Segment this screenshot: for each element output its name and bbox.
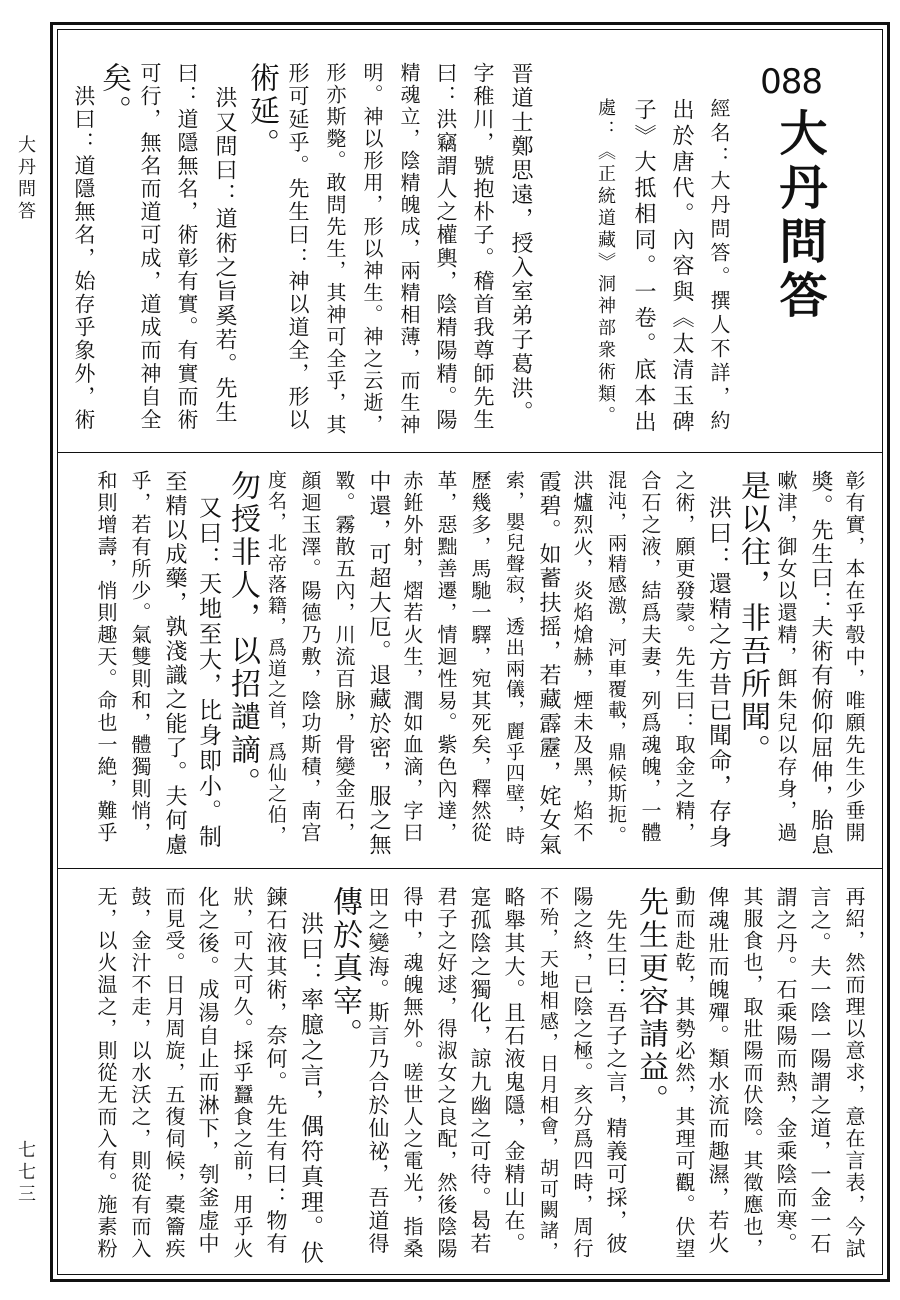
text-column: 傳於真宰。: [327, 886, 362, 1051]
text-column: 索，嬰兒聲寂，透出兩儀，麗乎四壁，時: [503, 470, 525, 847]
text-column: 君子之好逑，得淑女之良配，然後陰陽: [434, 886, 458, 1260]
text-column: 可行，無名而道可成，道成而神自全: [138, 62, 162, 432]
text-column: 再紹，然而理以意求，意在言表，今試: [842, 886, 866, 1260]
text-column: 和則增壽，悄則趣天。命也一絶，難乎: [94, 470, 118, 844]
text-column: 无，以火温之，則從无而入有。施素粉: [94, 886, 118, 1260]
text-column: 混沌，兩精感激，河車覆載，鼎候斯扼。: [605, 470, 627, 847]
metadata-line: 處：《正統道藏》洞神部衆術類。: [595, 98, 616, 428]
text-column: 彰有實，本在乎彀中，唯願先生少垂開: [842, 470, 866, 844]
scripture-title: 大丹問答: [771, 108, 827, 324]
text-column: 洪爐烈火，炎焰熗赫，煙未及黑，焰不: [570, 470, 594, 844]
text-column: 其服食也，取壯陽而伏陰。其徵應也，: [740, 886, 764, 1260]
text-column: 謂之丹。石乘陽而熱，金乘陰而寒。: [774, 886, 798, 1256]
text-column: 鼓，金汁不走，以水沃之，則從有而入: [128, 886, 152, 1260]
band-divider-2: [58, 868, 882, 869]
text-column: 動而赴乾，其勢必然，其理可觀。伏望: [672, 886, 696, 1260]
text-column: 洪曰：道隱無名，始存乎象外，術: [72, 62, 96, 432]
metadata-line: 出於唐代。內容與《太清玉碑: [669, 98, 694, 436]
text-column: 洪又問曰：道術之旨奚若。先生: [212, 62, 237, 425]
entry-number: 088: [760, 62, 822, 102]
text-column: 合石之液，結爲夫妻，列爲魂魄，一體: [638, 470, 662, 844]
text-column: 歷幾多，馬馳一驛，宛其死矣，釋然從: [468, 470, 492, 844]
text-column: 曰：道隱無名，術彰有實。有實而術: [175, 62, 199, 432]
side-running-title: 大丹問答: [15, 135, 36, 223]
metadata-line: 子》大抵相同。一卷。底本出: [631, 98, 656, 436]
text-column: 狀，可大可久。採乎蠶食之前，用乎火: [230, 886, 254, 1260]
text-column: 而見受。日月周旋，五復伺候，橐籥疾: [162, 886, 186, 1260]
text-column: 寔孤陰之獨化，諒九幽之可待。曷若: [468, 886, 492, 1256]
text-column: 不殆，天地相感，日月相會，胡可闕諸，: [537, 886, 559, 1263]
text-column: 字稚川，號抱朴子。稽首我尊師先生: [471, 62, 495, 432]
text-column: 之術，願更發蒙。先生曰：取金之精，: [672, 470, 696, 844]
text-column: 晋道士鄭思遠，授入室弟子葛洪。: [508, 62, 533, 425]
text-column: 陽之終，已陰之極。亥分爲四時，周行: [570, 886, 594, 1260]
text-column: 形可延乎。先生曰：神以道全，形以: [286, 62, 310, 432]
text-column: 精魂立，陰精魄成，兩精相薄，而生神: [397, 62, 421, 436]
band-divider-1: [58, 452, 882, 453]
text-column: 先生曰：吾子之言，精義可採，彼: [604, 886, 628, 1256]
text-column: 革，惡黜善遷，情迴性易。紫色內達，: [434, 470, 458, 844]
text-column: 是以往，非吾所聞。: [735, 470, 770, 767]
text-column: 顔迴玉澤。陽德乃敷，陰功斯積，南宫: [298, 470, 322, 844]
text-column: 至精以成藥，孰淺識之能了。夫何慮: [162, 470, 187, 858]
text-column: 田之變海。斯言乃合於仙祕，吾道得: [366, 886, 390, 1256]
text-column: 洪曰：還精之方昔已聞命，存身: [705, 470, 731, 850]
text-column: 形亦斯斃。敢問先生，其神可全乎，其: [323, 62, 347, 436]
text-column: 俾魂壯而魄殫。類水流而趣濕，若火: [706, 886, 730, 1256]
text-column: 明。神以形用，形以神生。神之云逝，: [360, 62, 384, 436]
text-column: 術延。: [244, 62, 279, 161]
text-column: 霞碧。如蓄扶摇，若藏霹靂，姹女氣: [536, 470, 561, 858]
text-column: 又曰：天地至大，比身即小。制: [195, 470, 221, 850]
text-column: 矣。: [96, 62, 131, 128]
text-column: 斁。霧散五內，川流百脉，骨變金石，: [332, 470, 356, 844]
text-column: 度名，北帝落籍，爲道之首，爲仙之伯，: [265, 470, 287, 847]
text-column: 曰：洪竊謂人之權輿，陰精陽精。陽: [434, 62, 458, 432]
page-number: 七七三: [15, 1140, 36, 1206]
text-column: 中還，可超大厄。退藏於密，服之無: [366, 470, 391, 858]
text-column: 嗽津，御女以還精，餌朱兒以存身，過: [774, 470, 798, 844]
text-column: 言之。夫一陰一陽謂之道，一金一石: [808, 886, 832, 1256]
text-column: 勿授非人，以招譴謫。: [225, 470, 260, 800]
text-column: 洪曰：率臆之言，偶符真理。伏: [297, 886, 323, 1266]
text-column: 乎，若有所少。氣雙則和，體獨則悄，: [128, 470, 152, 844]
text-column: 得中，魂魄無外。嗟世人之電光，指桑: [400, 886, 424, 1260]
text-column: 先生更容請益。: [633, 886, 668, 1117]
text-column: 略舉其大。且石液鬼隱，金精山在。: [502, 886, 526, 1256]
text-column: 赤銋外射，熠若火生，潤如血滴，字曰: [400, 470, 424, 844]
metadata-line: 經名：大丹問答。撰人不詳，約: [707, 98, 731, 434]
text-column: 奬。先生曰：夫術有俯仰屈伸，胎息: [808, 470, 833, 858]
text-column: 鍊石液其術，奈何。先生有曰：物有: [264, 886, 288, 1256]
text-column: 化之後。成湯自止而淋下，刳釜虚中: [196, 886, 220, 1256]
